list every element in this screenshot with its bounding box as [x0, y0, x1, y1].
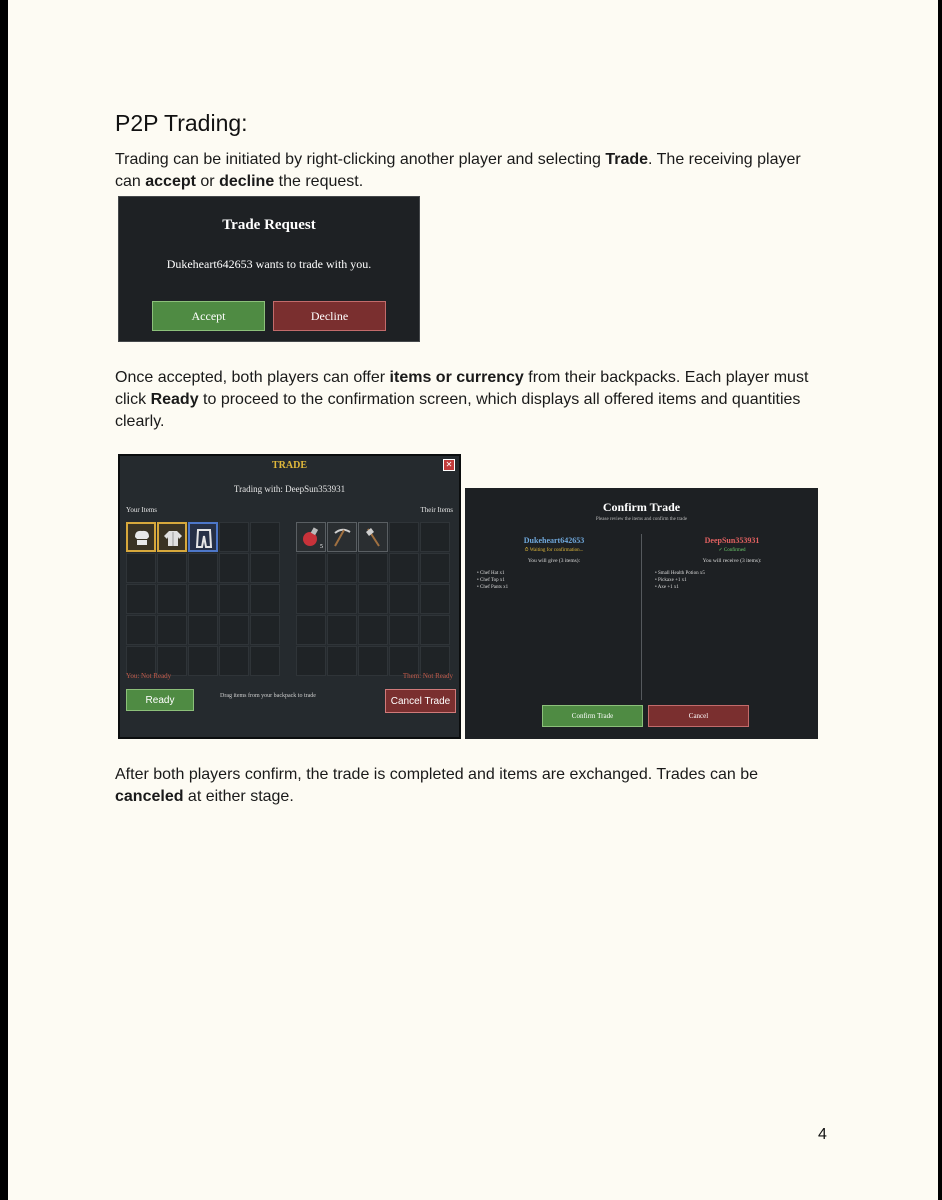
empty-slot[interactable] — [219, 615, 249, 645]
empty-slot[interactable] — [250, 584, 280, 614]
your-slot-chef-pants[interactable] — [188, 522, 218, 552]
list-item: • Chef Top x1 — [477, 577, 639, 584]
trade-window — [118, 454, 461, 739]
chef-pants-icon — [193, 527, 215, 549]
health-potion-icon — [300, 526, 322, 548]
confirm-trade-subtitle: Please review the items and confirm the trade — [595, 517, 688, 522]
receiver-status: ✓ Confirmed — [718, 548, 746, 553]
empty-slot — [358, 646, 388, 676]
empty-slot[interactable] — [188, 646, 218, 676]
empty-slot — [389, 584, 419, 614]
drag-hint: Drag items from your backpack to trade — [220, 693, 316, 699]
receiver-name: DeepSun353931 — [704, 536, 760, 545]
text-run: After both players confirm, the trade is completed and items are exchanged. Trades can be — [115, 766, 759, 783]
receiver-column — [647, 536, 817, 591]
their-slot-health-potion — [296, 522, 326, 552]
text-run: or — [195, 173, 220, 190]
empty-slot — [296, 615, 326, 645]
trade-window-title: TRADE — [271, 460, 307, 471]
empty-slot[interactable] — [219, 584, 249, 614]
giver-status: ⏱ Waiting for confirmation... — [524, 548, 584, 553]
your-ready-status: You: Not Ready — [126, 672, 172, 680]
paragraph-intro — [115, 149, 815, 193]
receive-count: You will receive (3 items): — [702, 558, 762, 564]
potion-stack-count: 5 — [320, 544, 323, 550]
page-title: P2P Trading: — [115, 110, 248, 136]
empty-slot — [420, 553, 450, 583]
confirm-trade-dialog — [465, 488, 818, 739]
empty-slot[interactable] — [126, 615, 156, 645]
their-ready-status: Them: Not Ready — [402, 672, 453, 680]
list-item: • Pickaxe +1 x1 — [655, 577, 817, 584]
text-run: Trading can be initiated by right-clicking another player and selecting — [115, 151, 606, 168]
text-run: to proceed to the confirmation screen, which displays all offered items and quantities clearly. — [115, 391, 801, 430]
empty-slot[interactable] — [250, 553, 280, 583]
chef-hat-icon — [131, 527, 153, 549]
their-items-label: Their Items — [420, 506, 453, 514]
empty-slot — [389, 615, 419, 645]
text-run: . The receiving player can — [115, 151, 801, 190]
trading-with-label: Trading with: DeepSun353931 — [233, 484, 346, 494]
empty-slot — [389, 553, 419, 583]
empty-slot — [296, 584, 326, 614]
empty-slot — [327, 584, 357, 614]
empty-slot — [420, 615, 450, 645]
their-slot-axe — [358, 522, 388, 552]
confirm-trade-button[interactable]: Confirm Trade — [542, 705, 643, 727]
empty-slot — [358, 615, 388, 645]
your-slot-chef-hat[interactable] — [126, 522, 156, 552]
chef-top-icon — [162, 527, 184, 549]
page-number: 4 — [818, 1126, 827, 1143]
empty-slot[interactable] — [250, 615, 280, 645]
text-run: Once accepted, both players can offer — [115, 369, 390, 386]
trade-request-message: Dukeheart642653 wants to trade with you. — [166, 257, 372, 271]
confirm-trade-title: Confirm Trade — [602, 500, 681, 514]
empty-slot — [327, 553, 357, 583]
empty-slot — [296, 646, 326, 676]
empty-slot[interactable] — [157, 553, 187, 583]
give-count: You will give (3 items): — [527, 558, 581, 564]
document-page — [8, 0, 938, 1200]
empty-slot[interactable] — [219, 522, 249, 552]
cancel-button[interactable]: Cancel — [648, 705, 749, 727]
list-item: • Small Health Potion x5 — [655, 570, 817, 577]
list-item: • Chef Pants x1 — [477, 584, 639, 591]
empty-slot[interactable] — [157, 615, 187, 645]
accept-button[interactable]: Accept — [152, 301, 265, 331]
empty-slot[interactable] — [188, 584, 218, 614]
their-items-grid — [296, 522, 454, 676]
empty-slot[interactable] — [188, 615, 218, 645]
close-icon[interactable]: ✕ — [443, 459, 455, 471]
trade-request-dialog — [118, 196, 420, 342]
bold-text: Trade — [605, 151, 649, 168]
empty-slot — [358, 584, 388, 614]
paragraph-offer — [115, 367, 815, 433]
empty-slot — [358, 553, 388, 583]
bold-text: accept — [145, 173, 196, 190]
column-divider — [641, 534, 642, 700]
empty-slot[interactable] — [219, 646, 249, 676]
text-run: at either stage. — [183, 788, 294, 805]
giver-name: Dukeheart642653 — [523, 536, 585, 545]
trade-request-title: Trade Request — [222, 217, 316, 233]
empty-slot[interactable] — [157, 584, 187, 614]
your-slot-chef-top[interactable] — [157, 522, 187, 552]
list-item: • Axe +1 x1 — [655, 584, 817, 591]
bold-text: canceled — [115, 788, 184, 805]
bold-text: items or currency — [389, 369, 524, 386]
text-run: the request. — [274, 173, 364, 190]
pickaxe-icon — [331, 526, 353, 548]
paragraph-complete — [115, 764, 815, 808]
their-slot-pickaxe — [327, 522, 357, 552]
receive-list — [655, 570, 817, 591]
cancel-trade-button[interactable]: Cancel Trade — [385, 689, 456, 713]
empty-slot — [327, 646, 357, 676]
your-items-grid — [126, 522, 284, 676]
empty-slot — [420, 522, 450, 552]
giver-column — [469, 536, 639, 591]
bold-text: decline — [219, 173, 275, 190]
empty-slot[interactable] — [126, 584, 156, 614]
bold-text: Ready — [150, 391, 199, 408]
give-list — [477, 570, 639, 591]
text-run: from their backpacks. Each player must click — [115, 369, 809, 408]
empty-slot — [389, 522, 419, 552]
empty-slot[interactable] — [126, 553, 156, 583]
empty-slot[interactable] — [250, 646, 280, 676]
empty-slot[interactable] — [219, 553, 249, 583]
empty-slot[interactable] — [188, 553, 218, 583]
empty-slot[interactable] — [250, 522, 280, 552]
empty-slot — [296, 553, 326, 583]
ready-button[interactable]: Ready — [126, 689, 194, 711]
decline-button[interactable]: Decline — [273, 301, 386, 331]
list-item: • Chef Hat x1 — [477, 570, 639, 577]
axe-icon — [362, 526, 384, 548]
empty-slot — [420, 584, 450, 614]
your-items-label: Your Items — [126, 506, 157, 514]
empty-slot — [327, 615, 357, 645]
